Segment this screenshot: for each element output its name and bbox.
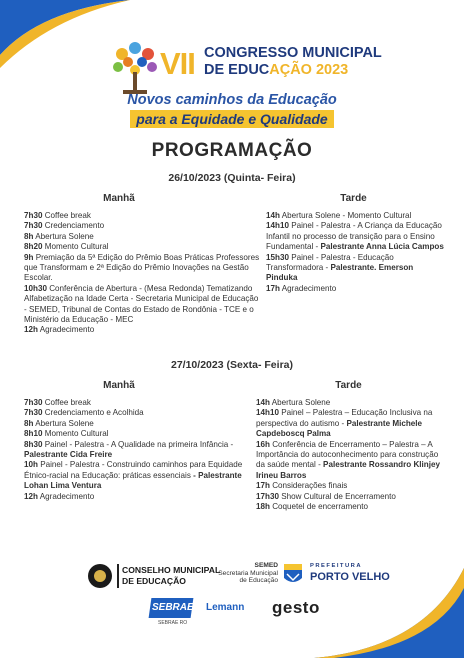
schedule-item (24, 221, 262, 231)
gesto-label: gesto (272, 598, 320, 617)
schedule-text: Painel - Palestra - Educação Transformadora - (266, 252, 394, 273)
subtitle-secondary: para a Equidade e Qualidade (130, 110, 333, 128)
schedule-text: Momento Cultural (42, 242, 109, 252)
schedule-text: Momento Cultural (42, 429, 109, 439)
schedule-time: 17h30 (256, 491, 279, 501)
porto-velho-prefeitura: PREFEITURA (310, 563, 363, 569)
semed-logo (212, 562, 278, 585)
schedule-item (24, 429, 250, 439)
congress-title-line2 (204, 62, 348, 78)
schedule-item (24, 440, 250, 461)
schedule-text: Coffee break (42, 398, 91, 407)
cme-text (122, 565, 220, 586)
semed-line3: de Educação (239, 577, 278, 585)
schedule-text: Painel - Palestra - Construindo caminhos para Equidade Étnico-racial na Educação: práticas essenciais (24, 460, 243, 480)
schedule-time: 7h30 (24, 211, 43, 220)
schedule-text: Painel - Palestra - A Qualidade na primeira Infância - (42, 439, 234, 449)
schedule-text: Coquetel de encerramento (269, 502, 369, 512)
schedule-item (266, 253, 444, 284)
schedule-speaker: Palestrante Michele Capdeboscq Palma (256, 418, 423, 439)
tree-logo-icon (108, 40, 162, 96)
cme-line2: DE EDUCAÇÃO (122, 575, 186, 586)
roman-numeral: VII (160, 46, 195, 81)
schedule-text: Abertura Solene - Momento Cultural (279, 211, 412, 220)
schedule-item (266, 211, 444, 221)
schedule-item (266, 284, 444, 294)
schedule-time: 8h (24, 418, 34, 428)
day1-afternoon-schedule (266, 211, 444, 294)
sebrae-label: SEBRAE (152, 602, 194, 613)
schedule-time: 12h (24, 325, 38, 335)
schedule-item (24, 242, 262, 252)
partner-logos (0, 560, 464, 640)
congress-title-part-a: DE EDUC (204, 62, 270, 78)
subtitle-main: Novos caminhos da Educação (127, 92, 337, 108)
schedule-item (24, 284, 262, 326)
schedule-item (24, 408, 250, 418)
day1-morning-schedule (24, 211, 262, 336)
schedule-time: 9h (24, 252, 34, 262)
day2-afternoon-schedule (256, 398, 446, 512)
schedule-item (24, 253, 262, 284)
schedule-text: Credenciamento e Acolhida (42, 408, 144, 418)
day2-morning-head: Manhã (103, 380, 135, 391)
cme-logo (88, 562, 221, 590)
semed-abbrev: SEMED (254, 562, 278, 569)
schedule-text: Agradecimento (37, 491, 95, 501)
day1-afternoon-head: Tarde (340, 193, 367, 204)
schedule-text: Agradecimento (279, 283, 337, 293)
schedule-text: Painel - Palestra - A Criança da Educação Infantil no processo de transição para o Ensino Fundamental - (266, 221, 442, 252)
congress-title-part-b: AÇÃO 2023 (269, 62, 349, 78)
schedule-item (256, 481, 446, 491)
schedule-speaker: Palestrante Rossandro Klinjey Irineu Barros (256, 460, 440, 480)
day1-title: 26/10/2023 (Quinta- Feira) (168, 172, 296, 184)
schedule-item (256, 398, 446, 408)
schedule-item (24, 211, 262, 221)
schedule-time: 8h30 (24, 439, 43, 449)
schedule-time: 18h (256, 502, 270, 512)
schedule-item (24, 460, 250, 491)
lemann-logo (206, 602, 244, 613)
congress-header (108, 40, 408, 100)
program-title: PROGRAMAÇÃO (151, 140, 313, 161)
schedule-speaker: Palestrante Cida Freire (24, 450, 113, 460)
schedule-item (256, 492, 446, 502)
schedule-time: 8h10 (24, 429, 43, 439)
schedule-item (266, 221, 444, 252)
schedule-text: Painel – Palestra – Educação Inclusiva na perspectiva do autismo - (256, 408, 433, 428)
schedule-text: Conferência de Encerramento – Palestra – A Importância do autoconhecimento para construção da saúde mental - (256, 439, 439, 470)
schedule-speaker: Palestrante. Emerson Pinduka (266, 263, 414, 283)
schedule-text: Agradecimento (37, 325, 95, 335)
schedule-item (256, 440, 446, 482)
lemann-label: Lemann (206, 602, 245, 613)
schedule-time: 14h (266, 211, 280, 220)
semed-line2: Secretaria Municipal (218, 569, 278, 577)
schedule-time: 7h30 (24, 221, 43, 231)
schedule-time: 7h30 (24, 398, 43, 407)
day2-title: 27/10/2023 (Sexta- Feira) (171, 359, 293, 371)
schedule-text: Abertura Solene (33, 231, 94, 241)
schedule-item (24, 325, 262, 335)
schedule-text: Conferência de Abertura - (Mesa Redonda) Tematizando Alfabetização na Idade Certa - Secretaria Municipal de Educação - SEMED, Tribunal de Contas do Estado de Rondônia - TCE e o Ministério da Educação - MEC (24, 283, 259, 325)
porto-velho-city: PORTO VELHO (310, 571, 390, 583)
schedule-item (256, 502, 446, 512)
porto-velho-flag-icon (282, 562, 304, 586)
schedule-time: 14h10 (266, 221, 289, 231)
schedule-text: Premiação da 5ª Edição do Prêmio Boas Práticas Professores que Transformam e 2ª Edição do Prêmio Inovações na Gestão Escolar. (24, 252, 260, 283)
schedule-time: 17h (266, 283, 280, 293)
schedule-time: 14h10 (256, 408, 279, 418)
schedule-item (24, 492, 250, 502)
schedule-text: Considerações finais (269, 481, 348, 491)
schedule-time: 10h30 (24, 283, 47, 293)
gesto-logo (272, 598, 320, 618)
schedule-item (24, 232, 262, 242)
schedule-text: Coffee break (42, 211, 91, 220)
cme-divider (117, 564, 119, 588)
schedule-time: 12h (24, 491, 38, 501)
schedule-time: 10h (24, 460, 38, 470)
schedule-text: Abertura Solene (269, 398, 331, 407)
schedule-text: Abertura Solene (33, 418, 94, 428)
schedule-time: 16h (256, 439, 270, 449)
schedule-text: Show Cultural de Encerramento (278, 491, 396, 501)
porto-velho-logo (282, 560, 392, 590)
schedule-time: 15h30 (266, 252, 289, 262)
schedule-time: 7h30 (24, 408, 43, 418)
schedule-item (24, 398, 250, 408)
schedule-speaker: Palestrante Anna Lúcia Campos (320, 242, 444, 252)
congress-title-line1: CONGRESSO MUNICIPAL (204, 45, 382, 61)
day2-afternoon-head: Tarde (335, 380, 362, 391)
sebrae-logo (150, 598, 194, 628)
cme-line1: CONSELHO MUNICIPAL (122, 565, 221, 575)
schedule-text: Credenciamento (42, 221, 105, 231)
day2-morning-schedule (24, 398, 250, 502)
schedule-time: 8h20 (24, 242, 43, 252)
day1-morning-head: Manhã (103, 193, 135, 204)
schedule-time: 14h (256, 398, 270, 407)
schedule-speaker: - Palestrante Lohan Lima Ventura (24, 470, 242, 491)
schedule-time: 17h (256, 481, 270, 491)
schedule-item (256, 408, 446, 439)
schedule-item (24, 419, 250, 429)
schedule-time: 8h (24, 231, 34, 241)
sebrae-sub: SEBRAE RO (158, 620, 188, 626)
cme-seal-icon (88, 564, 112, 588)
subtitle-secondary-wrap (0, 110, 464, 129)
